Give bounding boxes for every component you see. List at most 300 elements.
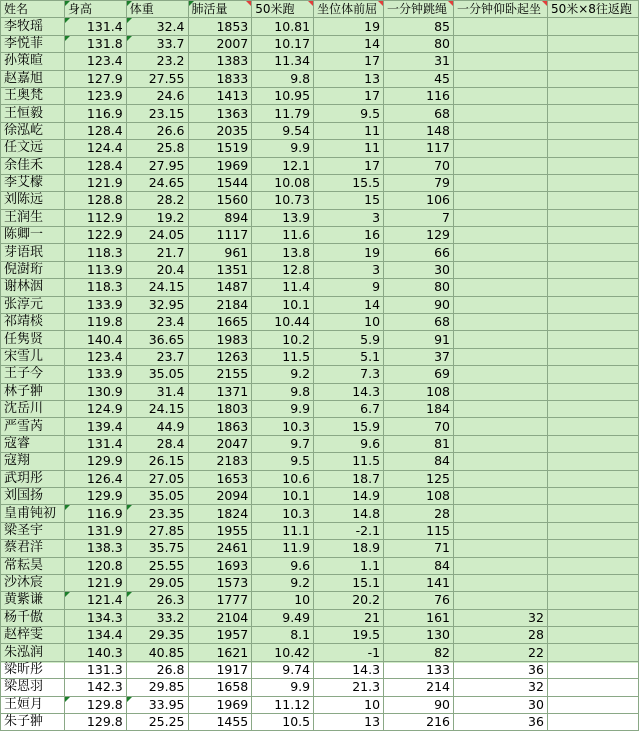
value-cell[interactable]: 133 (384, 661, 454, 678)
value-cell[interactable]: 216 (384, 714, 454, 731)
name-cell[interactable]: 李牧瑶 (1, 18, 65, 35)
value-cell[interactable]: 32 (454, 609, 548, 626)
value-cell[interactable]: 20.2 (314, 592, 384, 609)
value-cell[interactable]: 124.9 (64, 400, 126, 417)
value-cell[interactable] (454, 18, 548, 35)
value-cell[interactable]: 139.4 (64, 418, 126, 435)
value-cell[interactable]: 1658 (188, 679, 252, 696)
value-cell[interactable] (547, 261, 638, 278)
value-cell[interactable] (547, 714, 638, 731)
value-cell[interactable]: 121.9 (64, 174, 126, 191)
value-cell[interactable]: 19.2 (126, 209, 188, 226)
value-cell[interactable]: 9.9 (252, 679, 314, 696)
value-cell[interactable] (454, 261, 548, 278)
value-cell[interactable]: 2007 (188, 35, 252, 52)
value-cell[interactable]: 1351 (188, 261, 252, 278)
name-cell[interactable]: 王姮月 (1, 696, 65, 713)
name-cell[interactable]: 赵梓雯 (1, 627, 65, 644)
value-cell[interactable]: 1573 (188, 574, 252, 591)
value-cell[interactable]: 10.17 (252, 35, 314, 52)
value-cell[interactable] (547, 18, 638, 35)
value-cell[interactable]: 80 (384, 35, 454, 52)
value-cell[interactable] (454, 122, 548, 139)
value-cell[interactable] (454, 140, 548, 157)
value-cell[interactable]: 24.05 (126, 227, 188, 244)
value-cell[interactable]: 1969 (188, 157, 252, 174)
value-cell[interactable]: 1621 (188, 644, 252, 661)
value-cell[interactable]: 76 (384, 592, 454, 609)
value-cell[interactable]: 1957 (188, 627, 252, 644)
name-cell[interactable]: 严雪芮 (1, 418, 65, 435)
value-cell[interactable] (454, 244, 548, 261)
value-cell[interactable]: 27.55 (126, 70, 188, 87)
name-cell[interactable]: 黄紫谦 (1, 592, 65, 609)
value-cell[interactable]: 21 (314, 609, 384, 626)
value-cell[interactable]: 40.85 (126, 644, 188, 661)
value-cell[interactable]: 124.4 (64, 140, 126, 157)
value-cell[interactable]: 84 (384, 557, 454, 574)
value-cell[interactable]: 9.5 (314, 105, 384, 122)
column-header[interactable]: 50米跑 (252, 1, 314, 18)
value-cell[interactable]: 21.7 (126, 244, 188, 261)
value-cell[interactable] (454, 314, 548, 331)
value-cell[interactable]: 9.6 (314, 435, 384, 452)
column-header[interactable]: 姓名 (1, 1, 65, 18)
value-cell[interactable]: 29.05 (126, 574, 188, 591)
value-cell[interactable]: 7 (384, 209, 454, 226)
name-cell[interactable]: 林子翀 (1, 383, 65, 400)
value-cell[interactable] (454, 522, 548, 539)
value-cell[interactable]: 11.34 (252, 53, 314, 70)
value-cell[interactable] (547, 696, 638, 713)
value-cell[interactable]: 127.9 (64, 70, 126, 87)
value-cell[interactable]: 142.3 (64, 679, 126, 696)
name-cell[interactable]: 沙沐宸 (1, 574, 65, 591)
value-cell[interactable]: 130.9 (64, 383, 126, 400)
value-cell[interactable]: 22 (454, 644, 548, 661)
value-cell[interactable]: 23.7 (126, 348, 188, 365)
value-cell[interactable]: 129.9 (64, 453, 126, 470)
value-cell[interactable] (547, 505, 638, 522)
name-cell[interactable]: 芽语珉 (1, 244, 65, 261)
value-cell[interactable]: 115 (384, 522, 454, 539)
value-cell[interactable]: 36 (454, 714, 548, 731)
value-cell[interactable]: 15.5 (314, 174, 384, 191)
value-cell[interactable]: 13.9 (252, 209, 314, 226)
value-cell[interactable] (547, 244, 638, 261)
value-cell[interactable]: 11.9 (252, 540, 314, 557)
value-cell[interactable]: 129.8 (64, 696, 126, 713)
value-cell[interactable]: 20.4 (126, 261, 188, 278)
value-cell[interactable]: 131.4 (64, 18, 126, 35)
name-cell[interactable]: 张淳元 (1, 296, 65, 313)
value-cell[interactable]: 2461 (188, 540, 252, 557)
name-cell[interactable]: 任隽贤 (1, 331, 65, 348)
value-cell[interactable]: 133.9 (64, 366, 126, 383)
value-cell[interactable]: 68 (384, 105, 454, 122)
value-cell[interactable]: 17 (314, 87, 384, 104)
value-cell[interactable]: 9.7 (252, 435, 314, 452)
value-cell[interactable] (547, 174, 638, 191)
value-cell[interactable]: 18.9 (314, 540, 384, 557)
name-cell[interactable]: 沈岳川 (1, 400, 65, 417)
value-cell[interactable]: 131.3 (64, 661, 126, 678)
value-cell[interactable]: 23.4 (126, 314, 188, 331)
value-cell[interactable]: 1833 (188, 70, 252, 87)
value-cell[interactable]: 21.3 (314, 679, 384, 696)
name-cell[interactable]: 赵嘉旭 (1, 70, 65, 87)
value-cell[interactable] (547, 557, 638, 574)
value-cell[interactable] (547, 679, 638, 696)
value-cell[interactable] (547, 487, 638, 504)
value-cell[interactable]: 68 (384, 314, 454, 331)
name-cell[interactable]: 徐泓屹 (1, 122, 65, 139)
value-cell[interactable]: 37 (384, 348, 454, 365)
value-cell[interactable] (454, 557, 548, 574)
value-cell[interactable]: 10.95 (252, 87, 314, 104)
name-cell[interactable]: 李悦菲 (1, 35, 65, 52)
value-cell[interactable]: 10.81 (252, 18, 314, 35)
value-cell[interactable]: 28 (454, 627, 548, 644)
column-header[interactable]: 一分钟仰卧起坐 (454, 1, 548, 18)
value-cell[interactable]: 1.1 (314, 557, 384, 574)
value-cell[interactable]: 9.8 (252, 383, 314, 400)
value-cell[interactable]: 1665 (188, 314, 252, 331)
value-cell[interactable]: 84 (384, 453, 454, 470)
value-cell[interactable] (547, 366, 638, 383)
name-cell[interactable]: 任文远 (1, 140, 65, 157)
value-cell[interactable]: 25.55 (126, 557, 188, 574)
value-cell[interactable]: 10.1 (252, 296, 314, 313)
name-cell[interactable]: 寇翔 (1, 453, 65, 470)
value-cell[interactable]: 24.15 (126, 279, 188, 296)
value-cell[interactable]: 2094 (188, 487, 252, 504)
value-cell[interactable]: 28.4 (126, 435, 188, 452)
value-cell[interactable] (454, 35, 548, 52)
name-cell[interactable]: 梁昕彤 (1, 661, 65, 678)
value-cell[interactable]: 123.4 (64, 53, 126, 70)
value-cell[interactable]: 19 (314, 18, 384, 35)
value-cell[interactable] (454, 296, 548, 313)
value-cell[interactable]: 1803 (188, 400, 252, 417)
value-cell[interactable]: 28 (384, 505, 454, 522)
value-cell[interactable] (454, 418, 548, 435)
value-cell[interactable]: 10.73 (252, 192, 314, 209)
value-cell[interactable]: 112.9 (64, 209, 126, 226)
value-cell[interactable]: 6.7 (314, 400, 384, 417)
value-cell[interactable]: 2183 (188, 453, 252, 470)
value-cell[interactable]: 1560 (188, 192, 252, 209)
value-cell[interactable]: 121.4 (64, 592, 126, 609)
value-cell[interactable]: 27.95 (126, 157, 188, 174)
name-cell[interactable]: 王子今 (1, 366, 65, 383)
value-cell[interactable]: 13 (314, 70, 384, 87)
value-cell[interactable]: 5.1 (314, 348, 384, 365)
value-cell[interactable]: 36.65 (126, 331, 188, 348)
value-cell[interactable] (547, 209, 638, 226)
value-cell[interactable]: 24.15 (126, 400, 188, 417)
value-cell[interactable]: 9.5 (252, 453, 314, 470)
value-cell[interactable]: 1455 (188, 714, 252, 731)
value-cell[interactable]: 148 (384, 122, 454, 139)
value-cell[interactable]: 28.2 (126, 192, 188, 209)
value-cell[interactable]: 138.3 (64, 540, 126, 557)
name-cell[interactable]: 陈卿一 (1, 227, 65, 244)
value-cell[interactable] (547, 157, 638, 174)
value-cell[interactable] (454, 400, 548, 417)
value-cell[interactable] (547, 122, 638, 139)
value-cell[interactable]: 1519 (188, 140, 252, 157)
name-cell[interactable]: 朱泓润 (1, 644, 65, 661)
column-header[interactable]: 体重 (126, 1, 188, 18)
value-cell[interactable]: 33.7 (126, 35, 188, 52)
value-cell[interactable]: 1363 (188, 105, 252, 122)
value-cell[interactable] (547, 540, 638, 557)
value-cell[interactable]: 128.8 (64, 192, 126, 209)
value-cell[interactable]: 108 (384, 383, 454, 400)
value-cell[interactable]: 11.12 (252, 696, 314, 713)
value-cell[interactable]: 123.9 (64, 87, 126, 104)
value-cell[interactable] (454, 105, 548, 122)
value-cell[interactable]: 1777 (188, 592, 252, 609)
value-cell[interactable]: 121.9 (64, 574, 126, 591)
value-cell[interactable] (454, 470, 548, 487)
value-cell[interactable]: 7.3 (314, 366, 384, 383)
value-cell[interactable] (547, 331, 638, 348)
value-cell[interactable]: 14.9 (314, 487, 384, 504)
value-cell[interactable] (547, 70, 638, 87)
value-cell[interactable]: 10.5 (252, 714, 314, 731)
name-cell[interactable]: 常耘昊 (1, 557, 65, 574)
value-cell[interactable]: 15.1 (314, 574, 384, 591)
value-cell[interactable]: 9.6 (252, 557, 314, 574)
value-cell[interactable]: 1983 (188, 331, 252, 348)
value-cell[interactable]: 9.8 (252, 70, 314, 87)
name-cell[interactable]: 朱子翀 (1, 714, 65, 731)
value-cell[interactable]: 10.3 (252, 505, 314, 522)
value-cell[interactable]: 1693 (188, 557, 252, 574)
value-cell[interactable]: 26.6 (126, 122, 188, 139)
value-cell[interactable]: 120.8 (64, 557, 126, 574)
value-cell[interactable]: 10 (314, 696, 384, 713)
value-cell[interactable]: 2184 (188, 296, 252, 313)
value-cell[interactable] (454, 209, 548, 226)
value-cell[interactable] (547, 296, 638, 313)
value-cell[interactable] (547, 609, 638, 626)
value-cell[interactable]: 80 (384, 279, 454, 296)
value-cell[interactable]: 35.05 (126, 366, 188, 383)
value-cell[interactable]: 32.95 (126, 296, 188, 313)
column-header[interactable]: 50米×8往返跑 (547, 1, 638, 18)
name-cell[interactable]: 宋雪儿 (1, 348, 65, 365)
value-cell[interactable]: 10.08 (252, 174, 314, 191)
value-cell[interactable]: 2104 (188, 609, 252, 626)
value-cell[interactable]: 129 (384, 227, 454, 244)
value-cell[interactable]: 11 (314, 140, 384, 157)
value-cell[interactable]: 45 (384, 70, 454, 87)
value-cell[interactable] (454, 366, 548, 383)
value-cell[interactable]: 90 (384, 696, 454, 713)
value-cell[interactable]: 13 (314, 714, 384, 731)
value-cell[interactable]: 118.3 (64, 279, 126, 296)
value-cell[interactable]: 31 (384, 53, 454, 70)
value-cell[interactable]: 90 (384, 296, 454, 313)
value-cell[interactable]: 1117 (188, 227, 252, 244)
value-cell[interactable] (547, 279, 638, 296)
value-cell[interactable]: 10.2 (252, 331, 314, 348)
value-cell[interactable]: -2.1 (314, 522, 384, 539)
value-cell[interactable]: 122.9 (64, 227, 126, 244)
value-cell[interactable]: 129.9 (64, 487, 126, 504)
value-cell[interactable]: 33.2 (126, 609, 188, 626)
value-cell[interactable]: 15.9 (314, 418, 384, 435)
value-cell[interactable]: 10.1 (252, 487, 314, 504)
value-cell[interactable]: 113.9 (64, 261, 126, 278)
value-cell[interactable]: 13.8 (252, 244, 314, 261)
value-cell[interactable]: 10.42 (252, 644, 314, 661)
value-cell[interactable]: 35.05 (126, 487, 188, 504)
value-cell[interactable] (454, 453, 548, 470)
name-cell[interactable]: 李艾檬 (1, 174, 65, 191)
value-cell[interactable]: 5.9 (314, 331, 384, 348)
name-cell[interactable]: 祁靖棪 (1, 314, 65, 331)
value-cell[interactable]: 1824 (188, 505, 252, 522)
value-cell[interactable]: 108 (384, 487, 454, 504)
name-cell[interactable]: 皇甫钝初 (1, 505, 65, 522)
value-cell[interactable]: 1863 (188, 418, 252, 435)
value-cell[interactable]: 131.8 (64, 35, 126, 52)
name-cell[interactable]: 武玥彤 (1, 470, 65, 487)
value-cell[interactable]: -1 (314, 644, 384, 661)
value-cell[interactable] (547, 453, 638, 470)
value-cell[interactable] (454, 505, 548, 522)
value-cell[interactable]: 10 (314, 314, 384, 331)
value-cell[interactable]: 125 (384, 470, 454, 487)
value-cell[interactable]: 36 (454, 661, 548, 678)
value-cell[interactable]: 128.4 (64, 157, 126, 174)
value-cell[interactable]: 14.3 (314, 661, 384, 678)
value-cell[interactable] (547, 192, 638, 209)
value-cell[interactable]: 79 (384, 174, 454, 191)
value-cell[interactable] (454, 174, 548, 191)
value-cell[interactable]: 70 (384, 418, 454, 435)
value-cell[interactable]: 27.85 (126, 522, 188, 539)
value-cell[interactable]: 116 (384, 87, 454, 104)
name-cell[interactable]: 孙策暄 (1, 53, 65, 70)
value-cell[interactable] (454, 192, 548, 209)
name-cell[interactable]: 杨千傲 (1, 609, 65, 626)
value-cell[interactable]: 1263 (188, 348, 252, 365)
value-cell[interactable]: 14 (314, 35, 384, 52)
value-cell[interactable]: 140.4 (64, 331, 126, 348)
value-cell[interactable] (454, 435, 548, 452)
value-cell[interactable] (547, 574, 638, 591)
name-cell[interactable]: 余佳禾 (1, 157, 65, 174)
name-cell[interactable]: 寇睿 (1, 435, 65, 452)
value-cell[interactable]: 14 (314, 296, 384, 313)
value-cell[interactable]: 214 (384, 679, 454, 696)
value-cell[interactable]: 11.5 (314, 453, 384, 470)
column-header[interactable]: 坐位体前屈 (314, 1, 384, 18)
value-cell[interactable]: 116.9 (64, 505, 126, 522)
value-cell[interactable]: 17 (314, 157, 384, 174)
value-cell[interactable]: 14.8 (314, 505, 384, 522)
value-cell[interactable]: 2047 (188, 435, 252, 452)
value-cell[interactable]: 9.49 (252, 609, 314, 626)
value-cell[interactable] (547, 644, 638, 661)
value-cell[interactable] (454, 383, 548, 400)
value-cell[interactable]: 23.15 (126, 105, 188, 122)
value-cell[interactable]: 117 (384, 140, 454, 157)
value-cell[interactable] (454, 574, 548, 591)
value-cell[interactable]: 894 (188, 209, 252, 226)
value-cell[interactable]: 23.35 (126, 505, 188, 522)
value-cell[interactable]: 116.9 (64, 105, 126, 122)
name-cell[interactable]: 谢林洇 (1, 279, 65, 296)
value-cell[interactable] (547, 348, 638, 365)
value-cell[interactable] (547, 87, 638, 104)
value-cell[interactable]: 1544 (188, 174, 252, 191)
value-cell[interactable] (547, 383, 638, 400)
value-cell[interactable]: 134.3 (64, 609, 126, 626)
name-cell[interactable]: 倪澍珩 (1, 261, 65, 278)
value-cell[interactable]: 9 (314, 279, 384, 296)
value-cell[interactable]: 32.4 (126, 18, 188, 35)
value-cell[interactable]: 16 (314, 227, 384, 244)
value-cell[interactable] (547, 53, 638, 70)
value-cell[interactable]: 29.85 (126, 679, 188, 696)
value-cell[interactable]: 8.1 (252, 627, 314, 644)
value-cell[interactable]: 141 (384, 574, 454, 591)
name-cell[interactable]: 王润生 (1, 209, 65, 226)
value-cell[interactable] (547, 435, 638, 452)
value-cell[interactable]: 85 (384, 18, 454, 35)
value-cell[interactable]: 12.8 (252, 261, 314, 278)
value-cell[interactable]: 131.9 (64, 522, 126, 539)
value-cell[interactable]: 9.54 (252, 122, 314, 139)
value-cell[interactable]: 1413 (188, 87, 252, 104)
value-cell[interactable] (454, 540, 548, 557)
name-cell[interactable]: 蔡君洋 (1, 540, 65, 557)
value-cell[interactable]: 24.6 (126, 87, 188, 104)
value-cell[interactable]: 11.1 (252, 522, 314, 539)
value-cell[interactable]: 161 (384, 609, 454, 626)
value-cell[interactable] (547, 522, 638, 539)
value-cell[interactable]: 11.79 (252, 105, 314, 122)
value-cell[interactable]: 19.5 (314, 627, 384, 644)
value-cell[interactable]: 1383 (188, 53, 252, 70)
value-cell[interactable]: 119.8 (64, 314, 126, 331)
value-cell[interactable] (547, 140, 638, 157)
value-cell[interactable]: 9.2 (252, 574, 314, 591)
value-cell[interactable]: 128.4 (64, 122, 126, 139)
value-cell[interactable]: 133.9 (64, 296, 126, 313)
value-cell[interactable]: 30 (384, 261, 454, 278)
value-cell[interactable]: 10.3 (252, 418, 314, 435)
value-cell[interactable]: 1955 (188, 522, 252, 539)
value-cell[interactable]: 71 (384, 540, 454, 557)
value-cell[interactable]: 32 (454, 679, 548, 696)
value-cell[interactable]: 10.6 (252, 470, 314, 487)
value-cell[interactable] (454, 53, 548, 70)
value-cell[interactable]: 134.4 (64, 627, 126, 644)
value-cell[interactable]: 81 (384, 435, 454, 452)
value-cell[interactable]: 9.2 (252, 366, 314, 383)
value-cell[interactable]: 19 (314, 244, 384, 261)
name-cell[interactable]: 刘国扬 (1, 487, 65, 504)
value-cell[interactable]: 184 (384, 400, 454, 417)
value-cell[interactable] (454, 87, 548, 104)
